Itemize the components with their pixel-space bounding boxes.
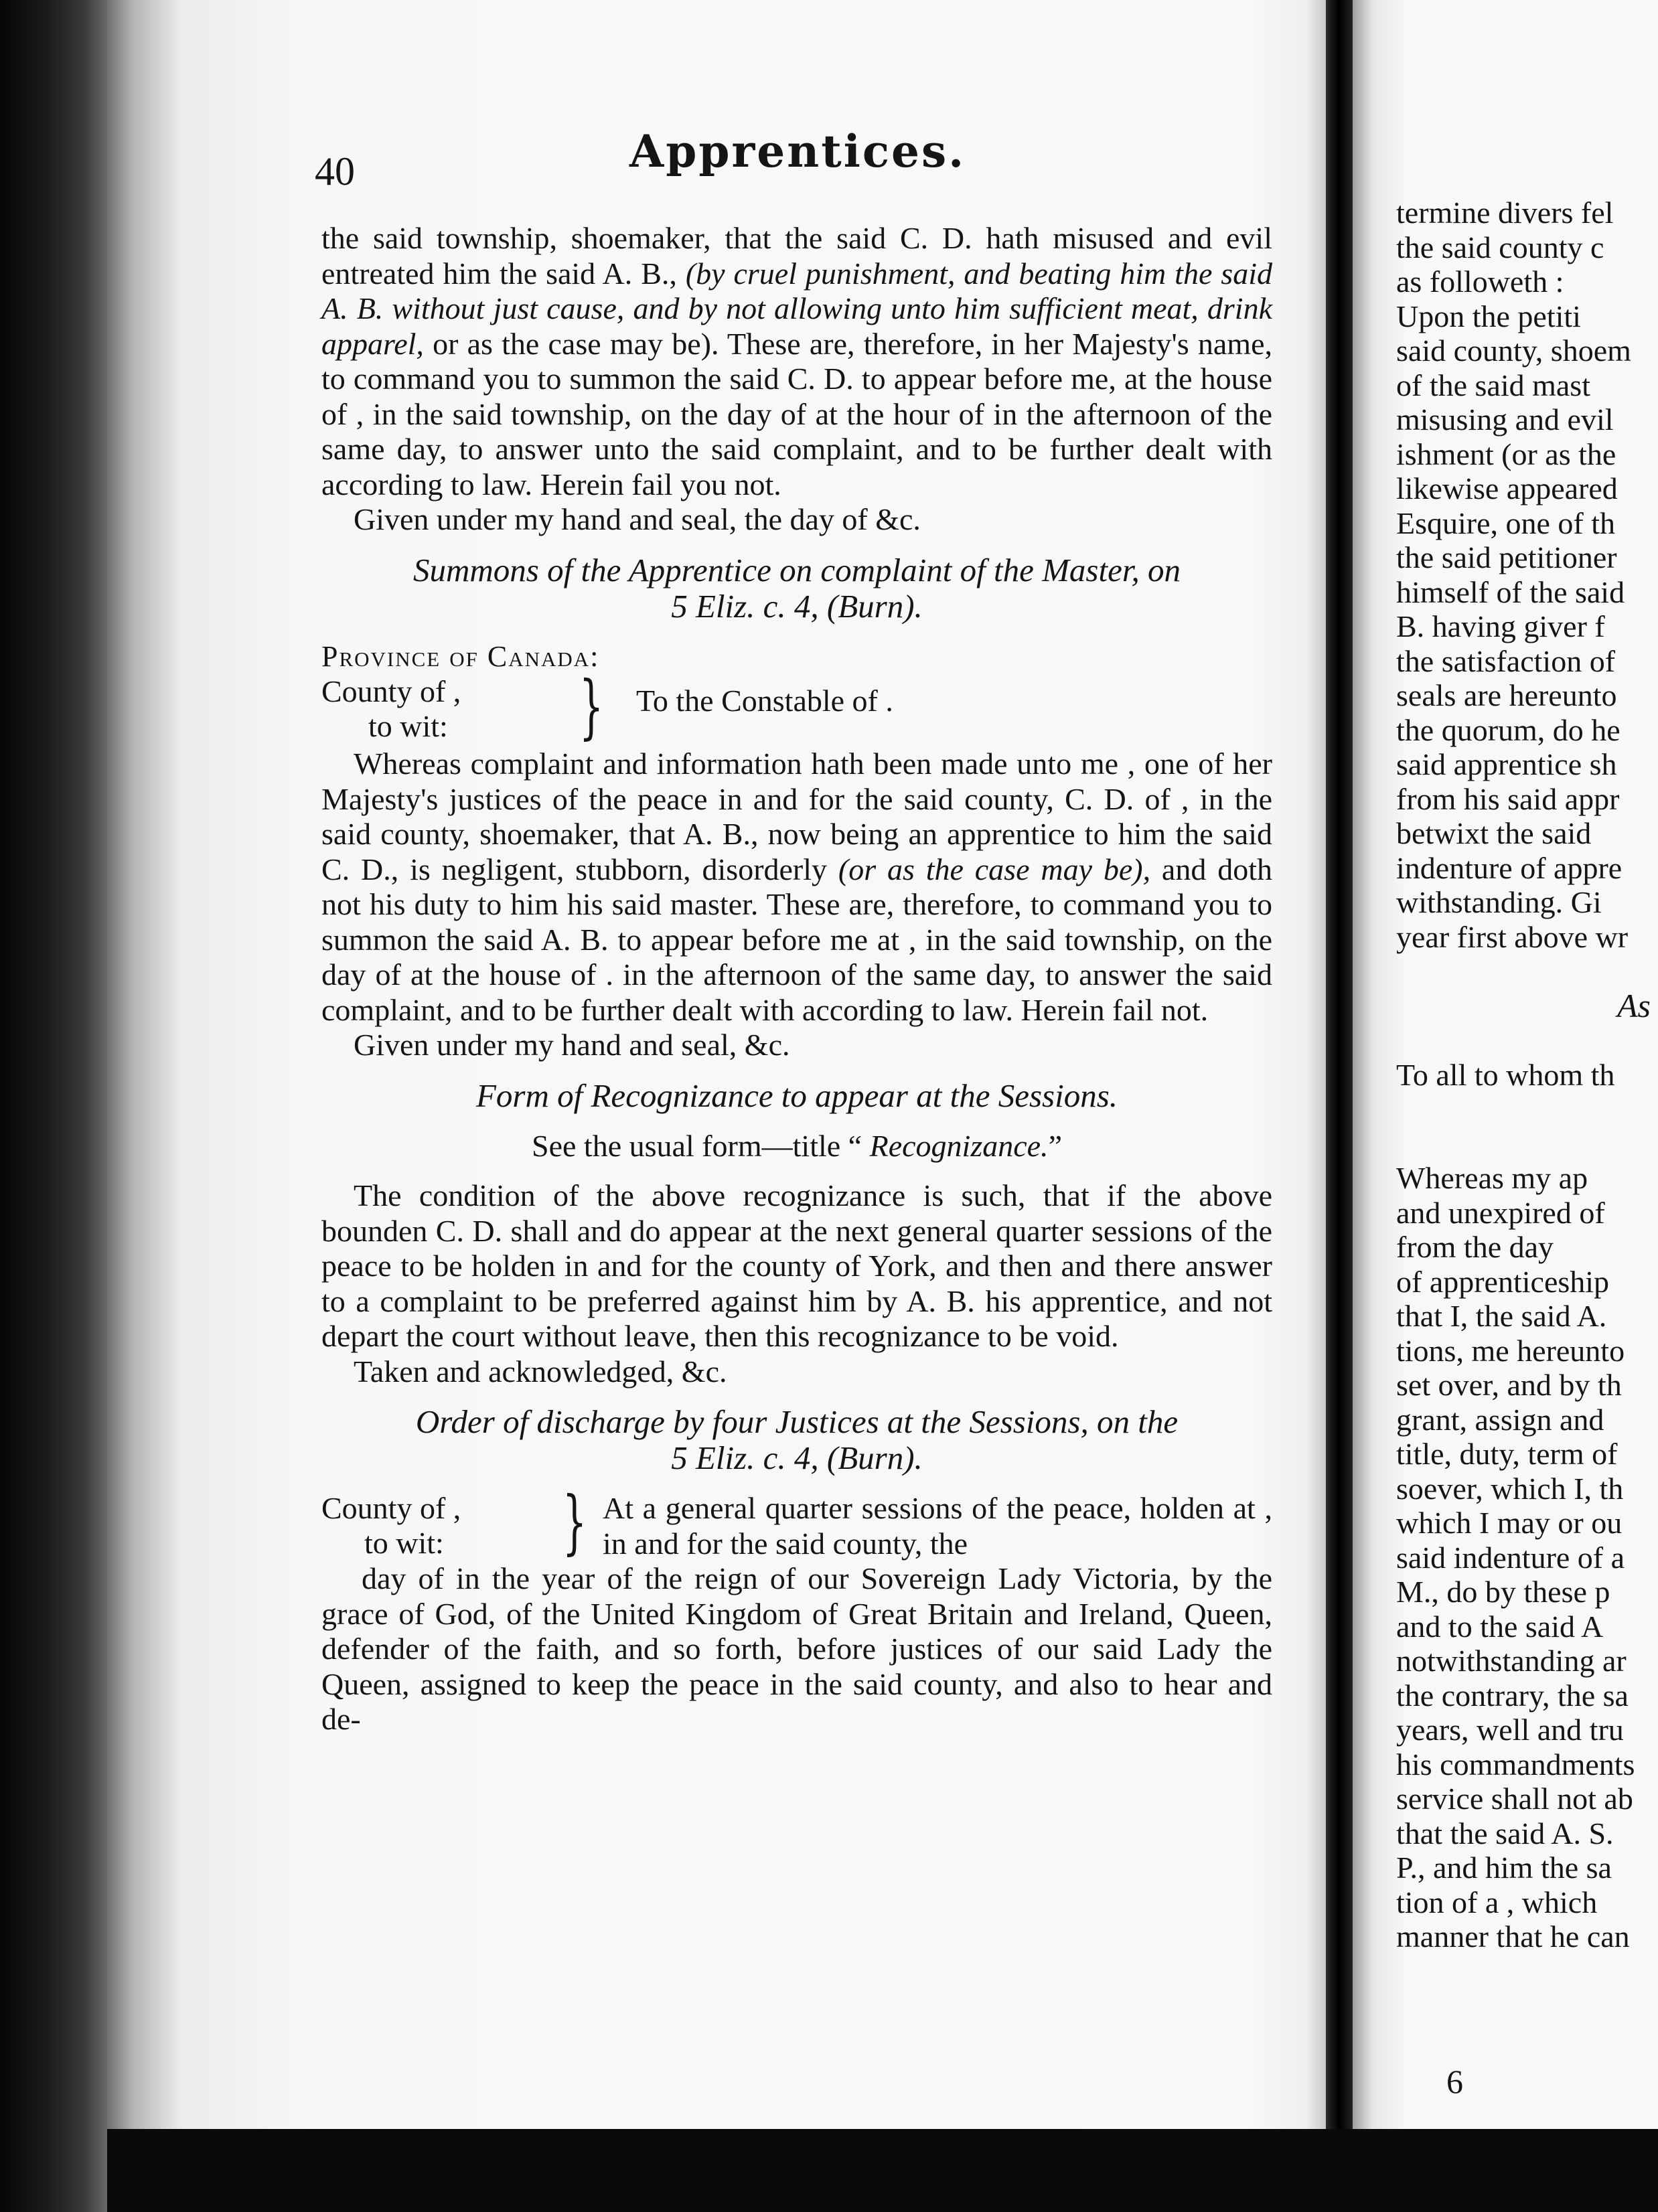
right-page-line: and to the said A [1396,1609,1604,1644]
right-page-line: said apprentice sh [1396,747,1617,781]
right-page-line: P., and him the sa [1396,1850,1612,1885]
to-wit-label-2: to wit: [364,1526,444,1560]
taken-line: Taken and acknowledged, &c. [354,1354,727,1389]
heading-summons-citation: 5 Eliz. c. 4, (Burn). [671,587,923,625]
right-page-line: that the said A. S. [1396,1816,1614,1850]
right-page-line: and unexpired of [1396,1195,1605,1230]
right-page-line: Whereas my ap [1396,1161,1588,1195]
right-page-line: tion of a , which [1396,1885,1598,1919]
right-page-text [1396,195,1658,1954]
right-page-line: the contrary, the sa [1396,1678,1629,1713]
right-page-line: Esquire, one of th [1396,505,1616,540]
right-page-line [1396,1127,1658,1162]
right-page-line: the quorum, do he [1396,712,1621,747]
page-number: 40 [315,149,355,193]
right-page-line: from the day [1396,1230,1554,1264]
county-label: County of , [321,674,461,708]
running-title: Apprentices. [629,125,966,177]
right-page-line: of the said mast [1396,368,1590,402]
right-page-line [1396,1023,1658,1058]
right-page-line: M., do by these p [1396,1575,1610,1609]
heading-discharge-citation: 5 Eliz. c. 4, (Burn). [671,1439,923,1476]
heading-discharge: Order of discharge by four Justices at the Sessions, on the [415,1403,1179,1440]
right-page-line: likewise appeared [1396,471,1618,505]
sessions-paragraph: day of in the year of the reign of our Sovereign Lady Victoria, by the grace of God, of the United Kingdom of Great Britain and Ireland, Queen, defender of the faith, and so forth, before justices of our said Lady the Queen, assigned to keep the peace in the said county, and also to hear and de- [321,1561,1272,1736]
right-page-line: said indenture of a [1396,1540,1625,1575]
right-page-line: which I may or ou [1396,1506,1623,1540]
book-gutter [1326,0,1353,2212]
signature-mark: 6 [1446,2063,1463,2100]
right-page-line: grant, assign and [1396,1402,1604,1437]
right-page-line: that I, the said A. [1396,1299,1607,1333]
right-page-line: tions, me hereunto [1396,1333,1625,1368]
right-page-line: from his said appr [1396,781,1620,816]
right-page-line: notwithstanding ar [1396,1644,1627,1678]
brace-glyph-2: } [562,1481,587,1563]
right-page-line: As [1617,986,1651,1024]
county-label-2: County of , [321,1491,461,1525]
right-page-line: set over, and by th [1396,1368,1622,1402]
bottom-edge [107,2129,1658,2212]
right-page-line: his commandments [1396,1747,1635,1782]
to-constable: To the Constable of . [636,684,893,718]
right-page-line: as followeth : [1396,264,1564,299]
right-page-line: betwixt the said [1396,816,1592,850]
right-page-line: ishment (or as the [1396,437,1616,471]
given-line-1: Given under my hand and seal, the day of &c. [354,502,921,536]
heading-recognizance: Form of Recognizance to appear at the Sessions. [475,1077,1118,1114]
right-page-line: indenture of appre [1396,850,1623,885]
province-line: Province of Canada: [321,639,600,673]
see-usual-form: See the usual form—title “ Recognizance.” [532,1128,1062,1163]
right-page-line: service shall not ab [1396,1782,1633,1816]
left-page-text [315,125,1272,1737]
complaint-paragraph: Whereas complaint and information hath been made unto me , one of her Majesty's justices of the peace in and for the said county, C. D. of , in the said county, shoemaker, that A. B., now being an apprentice to him the said C. D., is negligent, stubborn, disorderly (or as the case may be), and doth not his duty to him his said master. These are, therefore, to command you to summon the said A. B. to appear before me at , in the said township, on the day of at the house of . in the afternoon of the same day, to answer the said complaint, and to be further dealt with according to law. Herein fail not. [321,746,1272,1027]
condition-paragraph: The condition of the above recognizance is such, that if the above bounden C. D. shall and do appear at the next general quarter sessions of the peace to be holden in and for the county of York, and then and there answer to a complaint to be preferred against him by A. B. his apprentice, and not depart the court without leave, then this recognizance to be void. [321,1178,1272,1353]
right-page-line [1396,1092,1658,1127]
right-page-line: termine divers fel [1396,195,1614,230]
right-page-line: soever, which I, th [1396,1471,1624,1506]
right-page-line: years, well and tru [1396,1713,1624,1747]
right-page-line: misusing and evil [1396,402,1614,437]
right-page-line: year first above wr [1396,919,1629,954]
right-page-line: title, duty, term of [1396,1437,1618,1471]
to-wit-label: to wit: [368,709,448,743]
brace-glyph: } [579,665,604,747]
given-line-2: Given under my hand and seal, &c. [354,1028,790,1062]
right-page-line: Upon the petiti [1396,299,1581,333]
right-page-line: the said petitioner [1396,540,1617,574]
right-page-line [1396,954,1658,989]
right-page-line: B. having giver f [1396,609,1605,643]
right-page-line: the said county c [1396,230,1604,264]
right-page-line: the satisfaction of [1396,643,1616,678]
right-page-line: said county, shoem [1396,333,1631,368]
right-page-line: To all to whom th [1396,1057,1615,1092]
right-page-line: withstanding. Gi [1396,885,1602,919]
sessions-paragraph-start: At a general quarter sessions of the peace, holden at , in and for the said county, the [603,1491,1272,1561]
right-page-line: manner that he can [1396,1919,1630,1954]
sessions-brace-block [321,1481,1272,1563]
right-page-line: seals are hereunto [1396,678,1617,712]
right-page-line: of apprenticeship [1396,1264,1610,1299]
intro-paragraph: the said township, shoemaker, that the said C. D. hath misused and evil entreated him the said A. B., (by cruel punishment, and beating him the said A. B. without just cause, and by not allowing unto him sufficient meat, drink apparel, or as the case may be). These are, therefore, in her Majesty's name, to command you to summon the said C. D. to appear before me, at the house of , in the said township, on the day of at the hour of in the afternoon of the same day, to answer unto the said complaint, and to be further dealt with according to law. Herein fail you not. [321,221,1272,501]
page-header [315,125,1272,221]
heading-summons: Summons of the Apprentice on complaint of the Master, on [413,551,1181,588]
county-brace-block [321,665,1272,747]
right-page-line: himself of the said [1396,574,1625,609]
